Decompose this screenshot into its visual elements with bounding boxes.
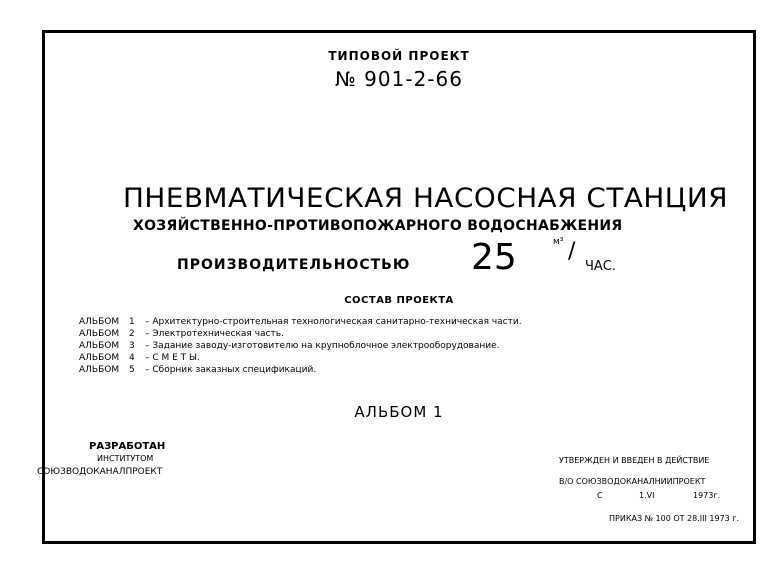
album-num: 5 — [129, 365, 135, 375]
approval-date-prefix: С — [597, 491, 603, 500]
unit-denominator: ЧАС. — [585, 259, 617, 274]
composition-heading: СОСТАВ ПРОЕКТА — [344, 295, 454, 306]
approval-date-month: 1.VI — [639, 491, 655, 500]
album-desc: – Электротехническая часть. — [145, 329, 284, 339]
album-key: АЛЬБОМ — [79, 353, 120, 363]
project-type-label: ТИПОВОЙ ПРОЕКТ — [328, 49, 470, 63]
approval-date-year: 1973г. — [693, 491, 721, 500]
album-num: 1 — [129, 317, 135, 327]
developer-label: РАЗРАБОТАН — [89, 441, 166, 452]
approval-order: ПРИКАЗ № 100 ОТ 28.III 1973 г. — [609, 514, 740, 523]
album-line-3 — [79, 341, 500, 352]
album-line-5 — [79, 365, 316, 376]
album-num: 3 — [129, 341, 135, 351]
developer-org: СОЮЗВОДОКАНАЛПРОЕКТ — [37, 467, 163, 477]
album-line-2 — [79, 329, 284, 340]
album-desc: – Задание заводу-изготовителю на крупноблочное электрооборудование. — [145, 341, 500, 351]
capacity-unit — [553, 237, 633, 277]
album-line-1 — [79, 317, 522, 328]
project-number: № 901-2-66 — [335, 67, 463, 91]
capacity-label: ПРОИЗВОДИТЕЛЬНОСТЬЮ — [177, 257, 411, 273]
unit-numerator: м³ — [553, 237, 564, 247]
approval-line-1: УТВЕРЖДЕН И ВВЕДЕН В ДЕЙСТВИЕ — [559, 456, 710, 465]
album-desc: – Сборник заказных спецификаций. — [145, 365, 317, 375]
album-key: АЛЬБОМ — [79, 329, 120, 339]
album-title: АЛЬБОМ 1 — [354, 403, 444, 421]
album-line-4 — [79, 353, 200, 364]
title-line-2: ХОЗЯЙСТВЕННО-ПРОТИВОПОЖАРНОГО ВОДОСНАБЖЕНИЯ — [133, 218, 623, 234]
album-desc: – Архитектурно-строительная технологическая санитарно-техническая части. — [145, 317, 522, 327]
album-key: АЛЬБОМ — [79, 365, 120, 375]
developer-institute: ИНСТИТУТОМ — [97, 454, 154, 463]
unit-slash: / — [568, 239, 576, 264]
album-key: АЛЬБОМ — [79, 317, 120, 327]
album-key: АЛЬБОМ — [79, 341, 120, 351]
drawing-frame — [37, 30, 756, 544]
album-desc: – С М Е Т Ы. — [145, 353, 200, 363]
capacity-value: 25 — [471, 237, 517, 278]
title-line-1: ПНЕВМАТИЧЕСКАЯ НАСОСНАЯ СТАНЦИЯ — [123, 183, 729, 214]
approval-line-2: В/О СОЮЗВОДОКАНАЛНИИПРОЕКТ — [559, 477, 706, 486]
album-num: 2 — [129, 329, 135, 339]
album-num: 4 — [129, 353, 135, 363]
